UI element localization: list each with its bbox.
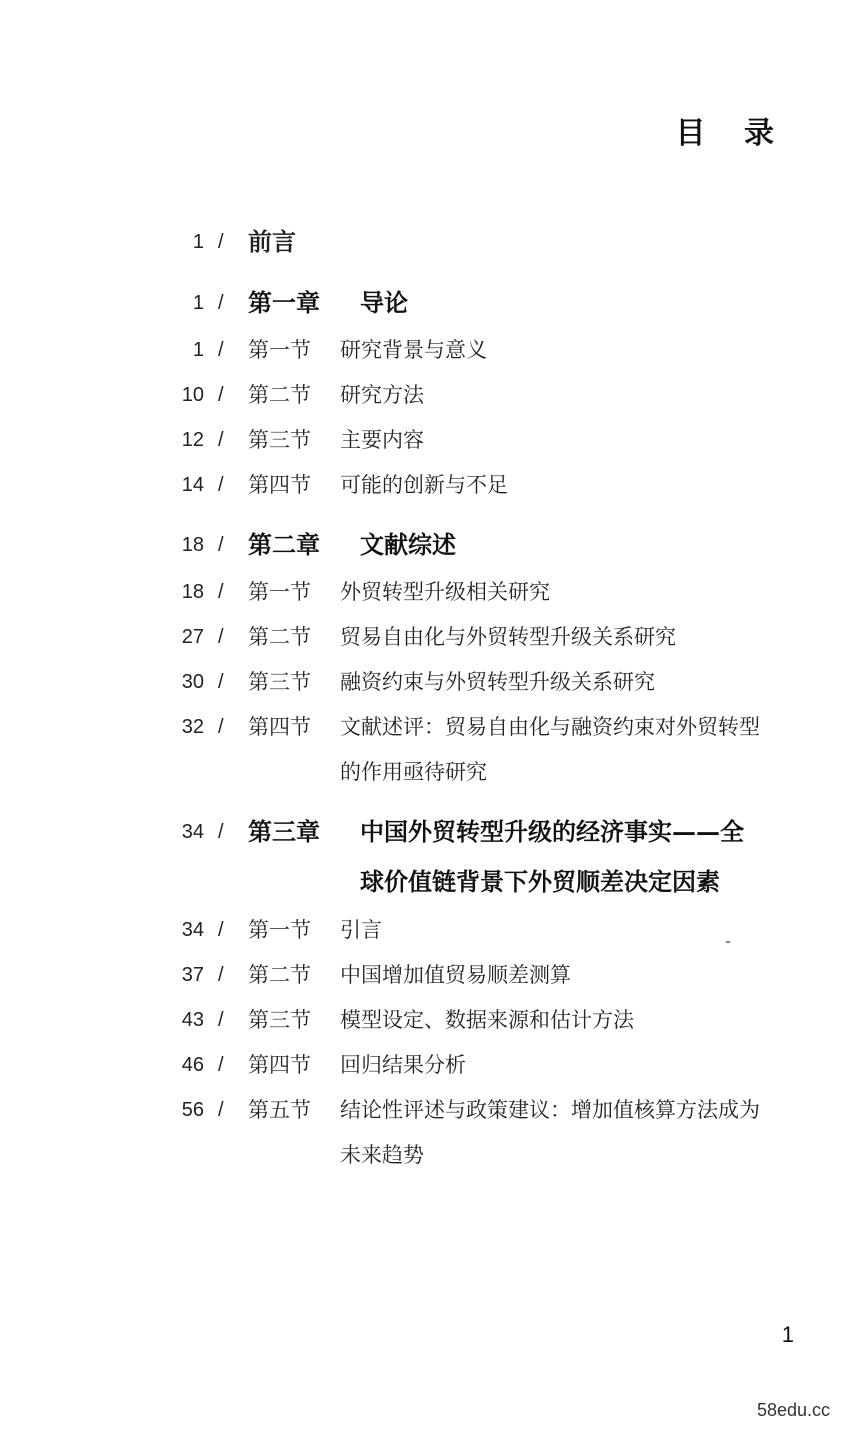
toc-section-entry: [0, 662, 852, 702]
toc-section-entry: [0, 572, 852, 612]
toc-label: 第一节: [248, 338, 311, 362]
toc-title: 可能的创新与不足: [340, 473, 508, 497]
toc-separator: /: [218, 626, 224, 648]
toc-page-number: 37: [181, 964, 204, 986]
toc-separator: /: [218, 534, 224, 556]
toc-page-number: 1: [192, 292, 204, 314]
toc-page-number: 12: [181, 429, 204, 451]
toc-page-number: 30: [181, 671, 204, 693]
toc-chapter-entry: [0, 283, 852, 323]
toc-chapter-entry: [0, 812, 852, 896]
toc-title: 引言: [340, 918, 382, 942]
toc-preface-entry: [0, 222, 852, 262]
toc-title: 中国外贸转型升级的经济事实——全: [360, 817, 744, 846]
toc-title: 回归结果分析: [340, 1053, 466, 1077]
toc-chapter-entry: [0, 525, 852, 565]
toc-separator: /: [218, 716, 224, 738]
toc-label: 第三节: [248, 428, 311, 452]
toc-title: 球价值链背景下外贸顺差决定因素: [360, 867, 720, 896]
toc-page-number: 18: [181, 534, 204, 556]
toc-label: 第一节: [248, 918, 311, 942]
toc-title: 外贸转型升级相关研究: [340, 580, 550, 604]
toc-label: 第四节: [248, 473, 311, 497]
toc-title: 未来趋势: [340, 1143, 424, 1167]
toc-page-number: 34: [181, 919, 204, 941]
toc-separator: /: [218, 1054, 224, 1076]
toc-label: 第二章: [248, 530, 320, 559]
toc-separator: /: [218, 821, 224, 843]
toc-section-entry: [0, 465, 852, 505]
page-title: 目 录: [675, 116, 788, 151]
toc-label: 第二节: [248, 963, 311, 987]
toc-section-entry: [0, 910, 852, 950]
toc-separator: /: [218, 429, 224, 451]
toc-label: 第四节: [248, 1053, 311, 1077]
toc-section-entry: [0, 617, 852, 657]
toc-title: 结论性评述与政策建议：增加值核算方法成为: [340, 1098, 760, 1122]
toc-title: 文献述评：贸易自由化与融资约束对外贸转型: [340, 715, 760, 739]
toc-title: 研究方法: [340, 383, 424, 407]
toc-separator: /: [218, 1099, 224, 1121]
toc-section-entry: [0, 1045, 852, 1085]
toc-separator: /: [218, 474, 224, 496]
toc-separator: /: [218, 231, 224, 253]
toc-title: 导论: [360, 288, 408, 317]
toc-label: 第三节: [248, 670, 311, 694]
toc-section-entry: [0, 955, 852, 995]
toc-label: 第三章: [248, 817, 320, 846]
toc-section-entry: [0, 330, 852, 370]
toc-label: 第二节: [248, 625, 311, 649]
toc-title: 文献综述: [360, 530, 456, 559]
toc-page-number: 34: [181, 821, 204, 843]
toc-page-number: 1: [192, 231, 204, 253]
toc-page-number: 32: [181, 716, 204, 738]
toc-page-number: 14: [181, 474, 204, 496]
toc-title: 主要内容: [340, 428, 424, 452]
stray-mark: [726, 941, 730, 943]
toc-label: 第一节: [248, 580, 311, 604]
toc-section-entry: [0, 420, 852, 460]
toc-page-number: 27: [181, 626, 204, 648]
toc-section-entry: [0, 1090, 852, 1167]
watermark: 58edu.cc: [756, 1400, 830, 1420]
toc-page-number: 46: [181, 1054, 204, 1076]
toc-title: 的作用亟待研究: [340, 760, 487, 784]
toc-page-number: 56: [181, 1099, 204, 1121]
toc-separator: /: [218, 384, 224, 406]
toc-section-entry: [0, 707, 852, 784]
page-number: 1: [781, 1322, 794, 1347]
toc-separator: /: [218, 1009, 224, 1031]
toc-label: 第五节: [248, 1098, 311, 1122]
toc-page-number: 18: [181, 581, 204, 603]
toc-separator: /: [218, 292, 224, 314]
toc-page-number: 43: [181, 1009, 204, 1031]
toc-title: 研究背景与意义: [340, 338, 487, 362]
toc-separator: /: [218, 964, 224, 986]
toc-separator: /: [218, 581, 224, 603]
toc-label: 第二节: [248, 383, 311, 407]
toc-label: 第三节: [248, 1008, 311, 1032]
toc-label: 前言: [248, 227, 296, 256]
toc-separator: /: [218, 671, 224, 693]
toc-separator: /: [218, 919, 224, 941]
toc-page-number: 10: [181, 384, 204, 406]
toc-section-entry: [0, 375, 852, 415]
toc-section-entry: [0, 1000, 852, 1040]
toc-title: 中国增加值贸易顺差测算: [340, 963, 571, 987]
toc-title: 模型设定、数据来源和估计方法: [340, 1008, 634, 1032]
toc-label: 第一章: [248, 288, 320, 317]
toc-title: 融资约束与外贸转型升级关系研究: [340, 670, 655, 694]
toc-separator: /: [218, 339, 224, 361]
toc-title: 贸易自由化与外贸转型升级关系研究: [340, 625, 676, 649]
toc-page-number: 1: [192, 339, 204, 361]
toc-label: 第四节: [248, 715, 311, 739]
